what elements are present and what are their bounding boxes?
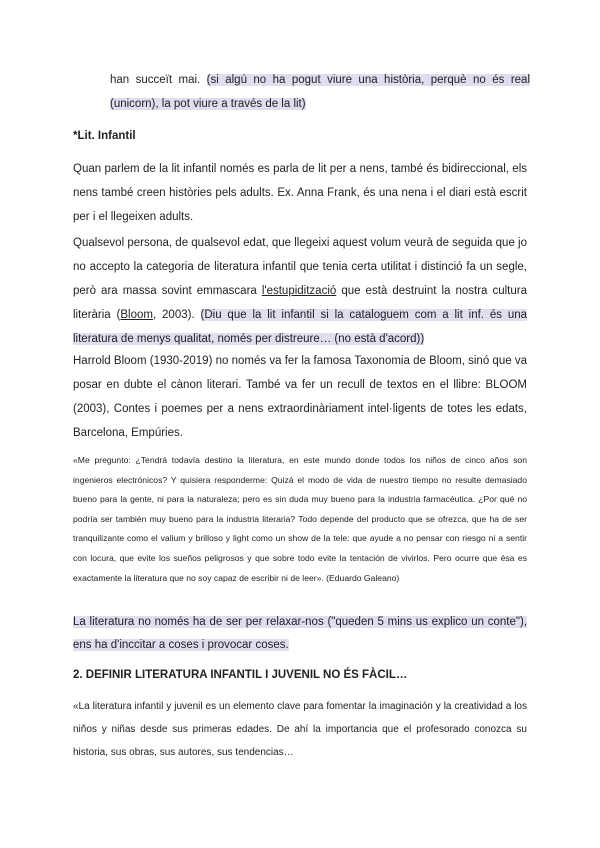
paragraph-harold-bloom: Harrold Bloom (1930-2019) no només va fer la famosa Taxonomia de Bloom, sinó que va posar en dubte el cànon literari. També va fer un recull de textos en el llibre: BLOOM (2003), Contes i poemes per a nens extraordinàriament intel·ligents de totes les edats, Barcelona, Empúries. [73,355,527,439]
bloom-quote-text: Qualsevol persona, de qualsevol edat, que llegeixi aquest volum veurà de seguida que jo no accepto la categoria de literatura infantil que tenia certa utilitat i distinció fa un segle, però ara massa sovint emmascara [73,237,527,297]
paragraph-intro-continuation [110,68,530,116]
estupiditzacio-term: l'estupidització [261,285,337,297]
intro-text: han succeït mai. [110,74,201,86]
literature-purpose-highlight: La literatura no només ha de ser per relaxar-nos ("queden 5 mins us explico un conte"), ens ha d'inccitar a coses i provocar coses. [73,616,527,651]
quote-literatura-infantil: «La literatura infantil y juvenil es un elemento clave para fomentar la imaginación y la creatividad a los niños y niñas desde sus primeras edades. De ahí la importancia que el profesorado conozca su historia, sus obras, sus autores, sus tendencias… [73,701,527,758]
bloom-citation-year: , 2003). [153,309,195,321]
section-heading-lit-infantil: *Lit. Infantil [73,130,136,142]
paragraph-bloom-quote [73,231,527,351]
intro-highlight-note: (si algú no ha pogut viure una història, perquè no és real (unicorn), la pot viure a través de la lit) [110,74,530,110]
galeano-quote: «Me pregunto: ¿Tendrá todavía destino la literatura, en este mundo donde todos los niños de cinco años son ingenieros electrónicos? Y quisiera responderme: Quizá el modo de vida de nuestro tiempo no resulte demasiado bueno para la gente, ni para la naturaleza; pero es sin duda muy bueno para la industria farmacéutica. ¿Por qué no podría ser también muy bueno para la industria literaria? Todo depende del producto que se ofrezca, que ha de ser tranquilizante como el valium y brilloso y light como un show de la tele: que ayude a no pensar con riesgo ni a sentir con locura, que evite los sueños peligrosos y que sobre todo evite la tentación de vivirlos. Pero ocurre que ésa es exactamente la literatura que no soy capaz de escribir ni de leer». (Eduardo Galeano) [73,455,527,583]
bloom-highlight-note: (Diu que la lit infantil si la cataloguem com a lit inf. és una literatura de menys qualitat, només per distreure… (no està d'acord)) [73,309,528,345]
paragraph-bidirectional: Quan parlem de la lit infantil només es parla de lit per a nens, també és bidireccional, els nens també creen històries pels adults. Ex. Anna Frank, és una nena i el diari està escrit per i el llegeixen adults. [73,163,527,223]
bloom-quote-text-cont: que està destruint la nostra cultura literària ( [73,285,527,321]
paragraph-literature-purpose [73,611,527,657]
bloom-citation-link: Bloom [120,309,153,321]
section-heading-definir-literatura: 2. DEFINIR LITERATURA INFANTIL I JUVENIL NO ÉS FÀCIL… [73,669,408,681]
